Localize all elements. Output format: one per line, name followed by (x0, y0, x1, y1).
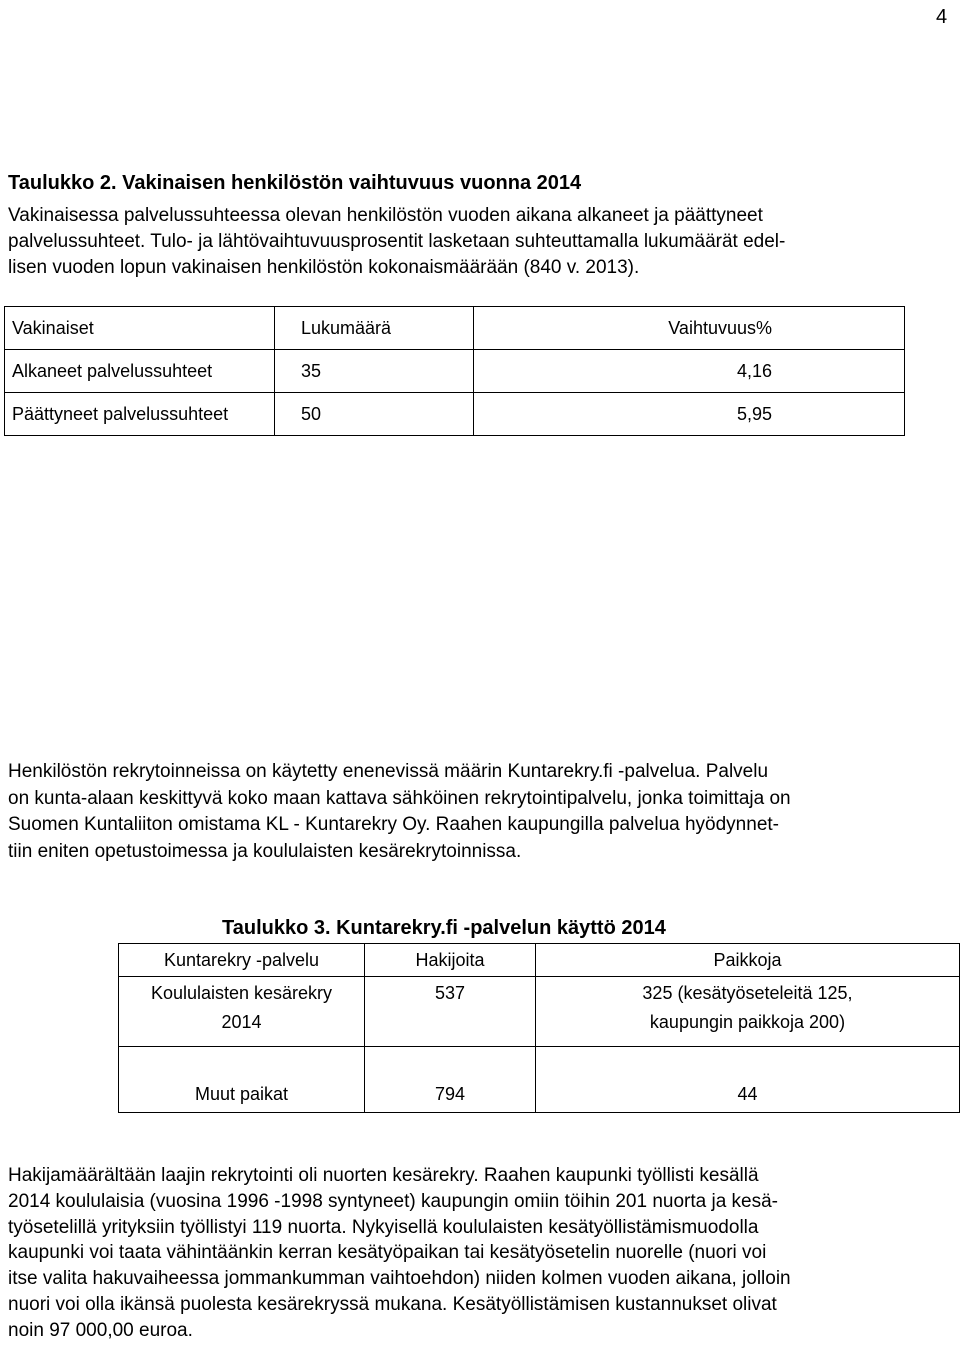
row-places: 44 (536, 1047, 960, 1113)
table2-caption (8, 203, 953, 281)
paragraph-line: tiin eniten opetustoimessa ja koululaisten kesärekrytoinnissa. (8, 840, 522, 862)
table-row (119, 1047, 960, 1113)
row-label-line: 2014 (221, 1012, 262, 1032)
row-applicants: 537 (365, 977, 536, 1047)
caption-line: Vakinaisessa palvelussuhteessa olevan henkilöstön vuoden aikana alkaneet ja päättyneet (8, 205, 763, 226)
row-count: 50 (275, 393, 474, 436)
row-places (536, 977, 960, 1047)
paragraph-line: Suomen Kuntaliiton omistama KL - Kuntarekry Oy. Raahen kaupungilla palvelua hyödynnet- (8, 814, 779, 835)
row-places-line: kaupungin paikkoja 200) (649, 1012, 846, 1032)
table-row (5, 350, 905, 393)
row-label: Muut paikat (119, 1047, 365, 1113)
paragraph-line: Henkilöstön rekrytoinneissa on käytetty enenevissä määrin Kuntarekry.fi -palvelua. Palvelu (8, 761, 769, 782)
table-header-row (119, 944, 960, 977)
page-number: 4 (936, 6, 948, 28)
header-cell: Paikkoja (536, 944, 960, 977)
header-cell: Kuntarekry -palvelu (119, 944, 365, 977)
table-row (5, 393, 905, 436)
turnover-table (4, 306, 905, 436)
row-label: Alkaneet palvelussuhteet (5, 350, 275, 393)
header-cell: Lukumäärä (275, 307, 474, 350)
paragraph-line: kaupunki voi taata vähintäänkin kerran kesätyöpaikan tai kesätyösetelin nuorelle (nuori voi (8, 1242, 767, 1264)
row-label: Päättyneet palvelussuhteet (5, 393, 275, 436)
row-label-line: Koululaisten kesärekry (150, 983, 333, 1003)
table-header-row (5, 307, 905, 350)
caption-line: palvelussuhteet. Tulo- ja lähtövaihtuvuusprosentit lasketaan suhteuttamalla lukumäärät edel- (8, 231, 786, 252)
table-row (119, 977, 960, 1047)
row-count: 35 (275, 350, 474, 393)
caption-line: lisen vuoden lopun vakinaisen henkilöstön kokonaismäärään (840 v. 2013). (8, 257, 640, 278)
paragraph-line: Hakijamäärältään laajin rekrytointi oli nuorten kesärekry. Raahen kaupunki työllisti kesällä (8, 1165, 759, 1186)
paragraph-line: nuori voi olla ikänsä puolesta kesärekryssä mukana. Kesätyöllistämisen kustannukset olivat (8, 1293, 777, 1315)
row-applicants: 794 (365, 1047, 536, 1113)
row-label (119, 977, 365, 1047)
paragraph-kuntarekry (8, 759, 953, 865)
table2-title: Taulukko 2. Vakinaisen henkilöstön vaihtuvuus vuonna 2014 (8, 172, 582, 194)
kuntarekry-usage-table (118, 943, 960, 1113)
paragraph-line: 2014 koululaisia (vuosina 1996 -1998 syntyneet) kaupungin omiin töihin 201 nuorta ja kesä- (8, 1190, 779, 1212)
header-cell: Vakinaiset (5, 307, 275, 350)
paragraph-line: noin 97 000,00 euroa. (8, 1319, 193, 1341)
header-cell: Hakijoita (365, 944, 536, 977)
paragraph-line: on kunta-alaan keskittyvä koko maan kattava sähköinen rekrytointipalvelu, jonka toimittaja on (8, 787, 791, 809)
paragraph-line: työsetelillä yrityksiin työllistyi 119 nuorta. Nykyisellä koululaisten kesätyöllistämismuodolla (8, 1216, 759, 1238)
header-cell: Vaihtuvuus% (474, 307, 905, 350)
paragraph-summer-jobs (8, 1163, 953, 1344)
row-places-line: 325 (kesätyöseteleitä 125, (642, 983, 853, 1003)
row-percent: 5,95 (474, 393, 905, 436)
row-percent: 4,16 (474, 350, 905, 393)
paragraph-line: itse valita hakuvaiheessa jommankumman vaihtoehdon) niiden kolmen vuoden aikana, jolloin (8, 1268, 791, 1290)
table3-title: Taulukko 3. Kuntarekry.fi -palvelun käyttö 2014 (222, 917, 666, 939)
